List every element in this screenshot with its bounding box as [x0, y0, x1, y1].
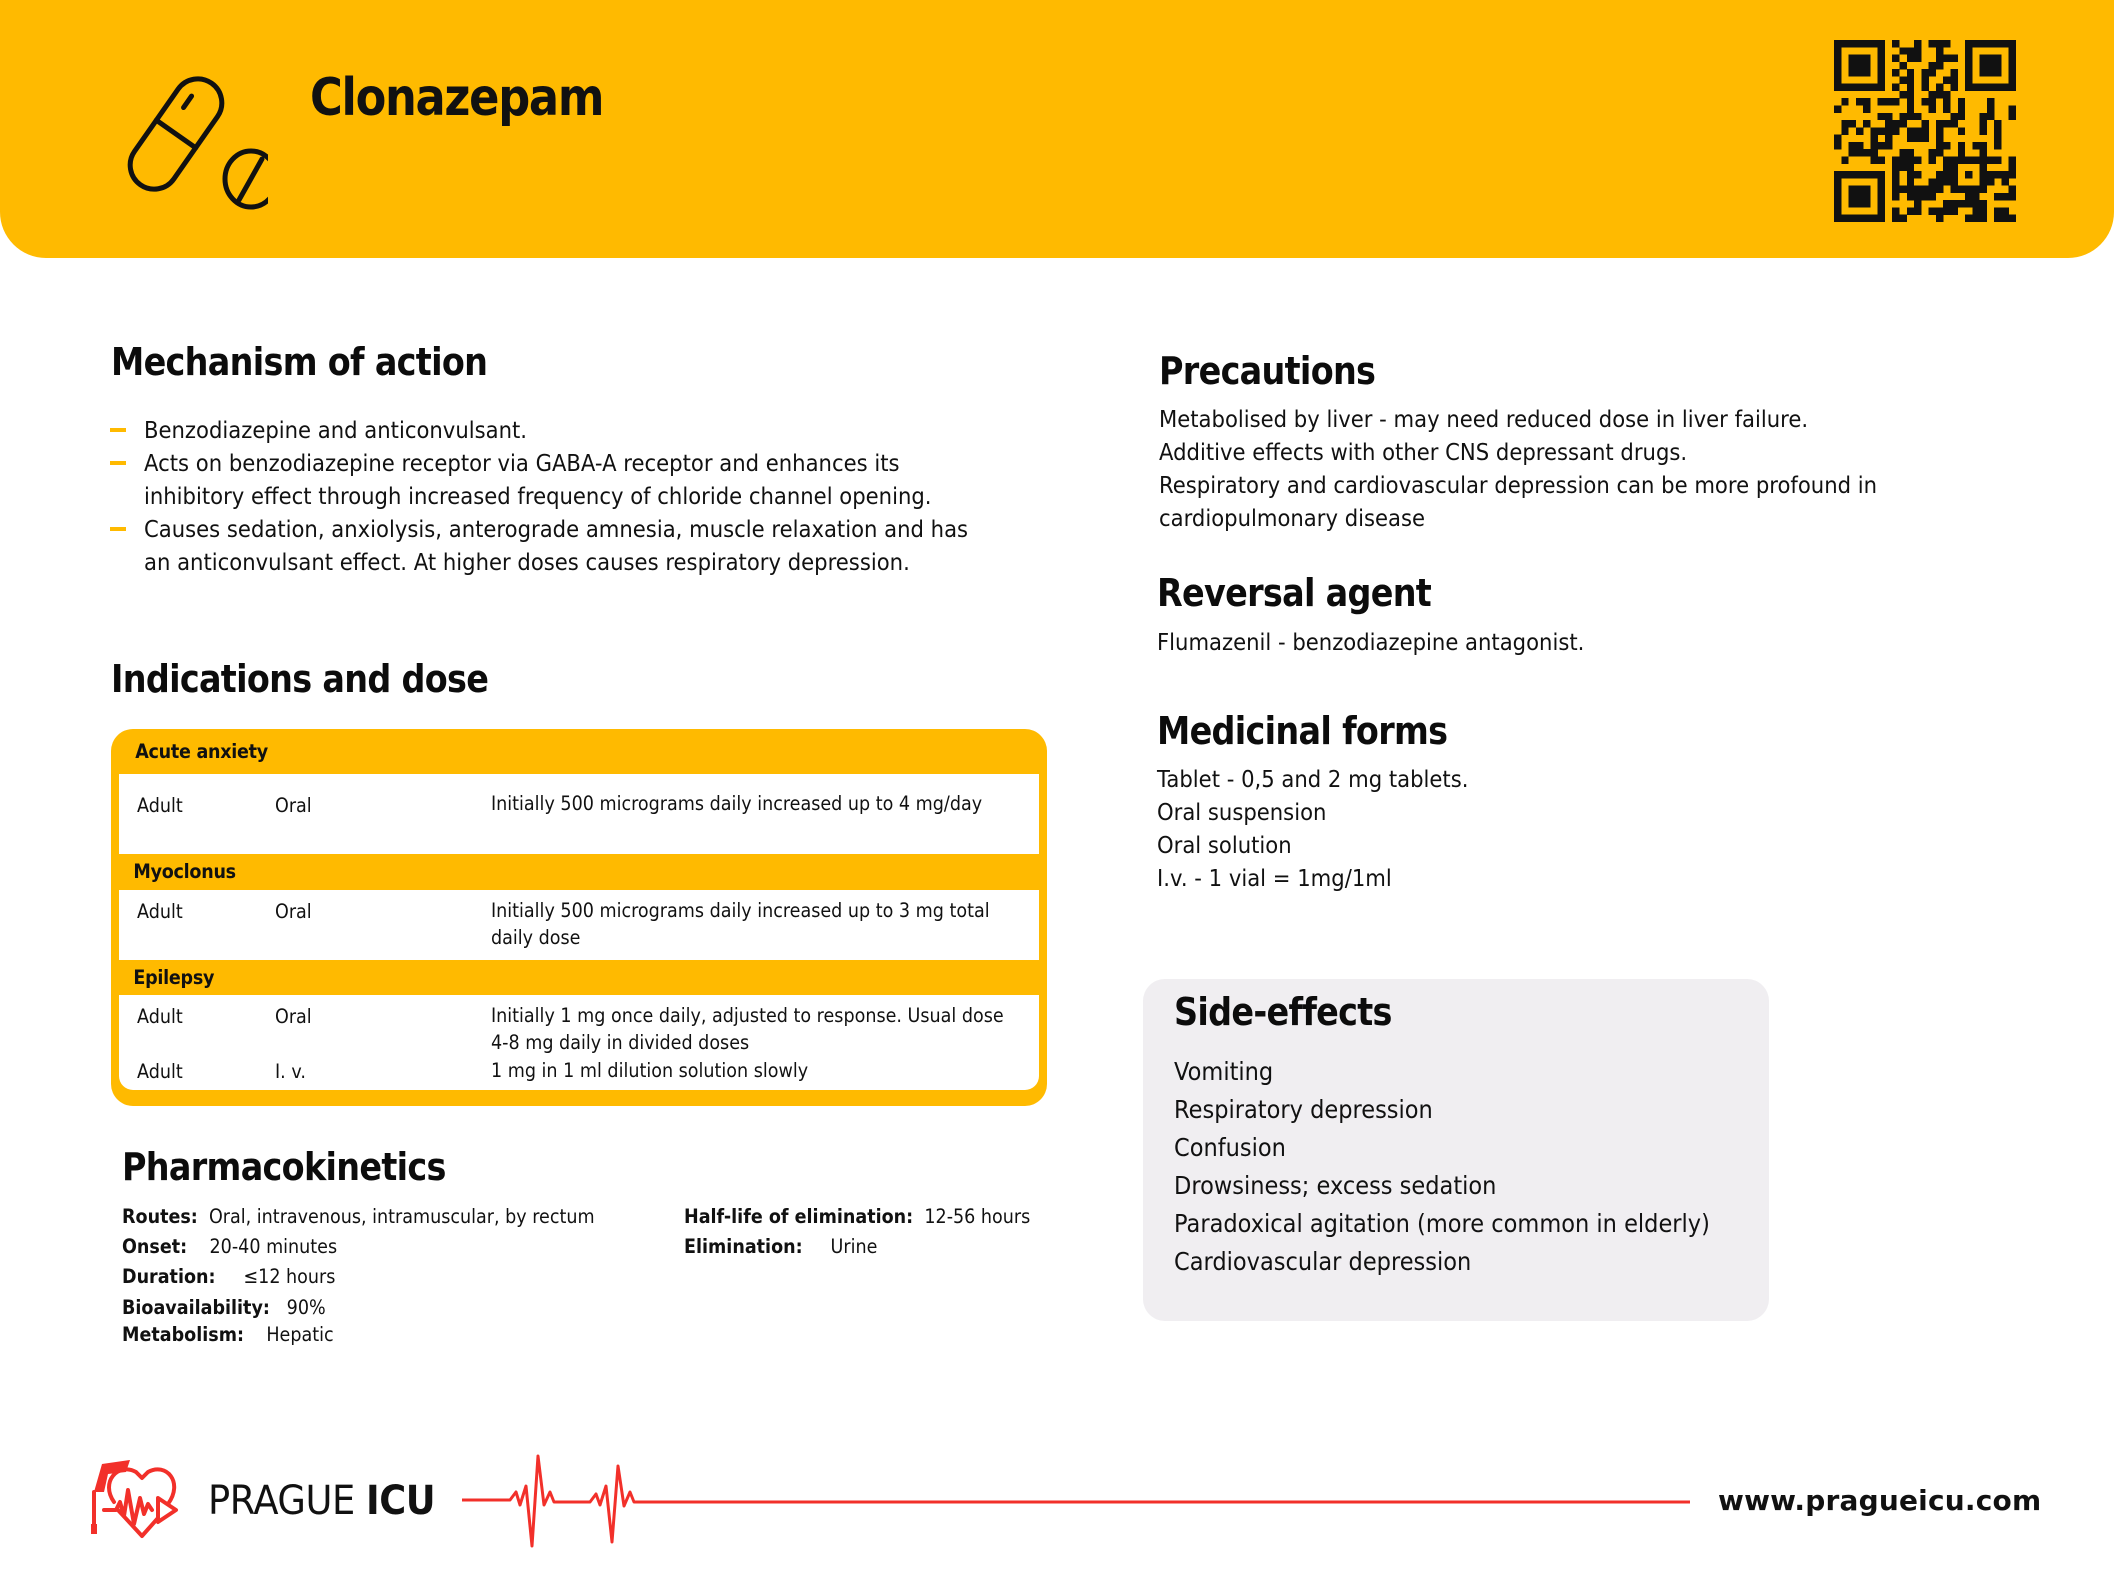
- heart-graduation-cap-icon[interactable]: [88, 1454, 194, 1546]
- bullet-dash-icon: [110, 461, 126, 465]
- mechanism-heading: Mechanism of action: [111, 340, 488, 384]
- pk-metabolism: Metabolism: Hepatic: [122, 1323, 334, 1346]
- dose-cell: Initially 500 micrograms daily increased up to 4 mg/day: [491, 792, 983, 815]
- table-row: [119, 995, 1039, 1059]
- list-item: Cardiovascular depression: [1174, 1247, 1472, 1276]
- forms-heading: Medicinal forms: [1157, 709, 1448, 753]
- brand-name: PRAGUE ICU: [208, 1478, 436, 1524]
- mechanism-item: Causes sedation, anxiolysis, anterograde amnesia, muscle relaxation and has an anticonvulsant effect. At higher doses causes respiratory depression.: [110, 513, 1070, 579]
- bullet-dash-icon: [110, 428, 126, 432]
- indication-group-rows: [119, 995, 1039, 1090]
- pk-half-life: Half-life of elimination: 12-56 hours: [684, 1205, 1031, 1228]
- indication-group-header: Epilepsy: [133, 966, 215, 989]
- qr-code-icon[interactable]: [1834, 40, 2016, 222]
- list-item: Drowsiness; excess sedation: [1174, 1171, 1497, 1200]
- indications-table: [111, 729, 1047, 1106]
- pk-duration: Duration: ≤12 hours: [122, 1265, 336, 1288]
- side-effects-heading: Side-effects: [1174, 990, 1392, 1034]
- bullet-dash-icon: [110, 527, 126, 531]
- reversal-heading: Reversal agent: [1157, 571, 1432, 615]
- route-cell: Oral: [275, 900, 312, 923]
- page-title: Clonazepam: [310, 68, 604, 128]
- side-effects-list: [1174, 1053, 1769, 1281]
- mechanism-item: Benzodiazepine and anticonvulsant.: [110, 414, 1070, 447]
- ecg-line-icon: [462, 1450, 1690, 1550]
- table-row: [119, 774, 1039, 854]
- forms-text: Tablet - 0,5 and 2 mg tablets. Oral suspension Oral solution I.v. - 1 vial = 1mg/1ml: [1157, 765, 1469, 892]
- route-cell: Oral: [275, 1005, 312, 1028]
- mechanism-list: [110, 414, 1070, 579]
- website-link[interactable]: www.pragueicu.com: [1718, 1484, 2042, 1517]
- patient-cell: Adult: [137, 1060, 183, 1083]
- reversal-text: Flumazenil - benzodiazepine antagonist.: [1157, 628, 1585, 656]
- patient-cell: Adult: [137, 900, 183, 923]
- list-item: Vomiting: [1174, 1057, 1274, 1086]
- dose-cell: Initially 500 micrograms daily increased up to 3 mg total daily dose: [491, 899, 990, 949]
- indication-group-rows: [119, 890, 1039, 960]
- pill-capsule-tablet-icon: [118, 72, 268, 212]
- patient-cell: Adult: [137, 794, 183, 817]
- route-cell: I. v.: [275, 1060, 306, 1083]
- precautions-heading: Precautions: [1159, 349, 1376, 393]
- indications-heading: Indications and dose: [111, 657, 489, 701]
- table-row: [119, 1059, 1039, 1090]
- pk-elimination: Elimination: Urine: [684, 1235, 878, 1258]
- header-banner: [0, 0, 2114, 258]
- pk-routes: Routes: Oral, intravenous, intramuscular, by rectum: [122, 1205, 595, 1228]
- patient-cell: Adult: [137, 1005, 183, 1028]
- table-row: [119, 890, 1039, 960]
- indication-group-header: Acute anxiety: [135, 740, 268, 763]
- pharmacokinetics-heading: Pharmacokinetics: [122, 1145, 446, 1189]
- list-item: Respiratory depression: [1174, 1095, 1433, 1124]
- precautions-text: Metabolised by liver - may need reduced dose in liver failure. Additive effects with other CNS depressant drugs. Respiratory and cardiovascular depression can be more profound in cardiopulmonary disease: [1159, 405, 1878, 532]
- dose-cell: 1 mg in 1 ml dilution solution slowly: [491, 1059, 809, 1082]
- dose-cell: Initially 1 mg once daily, adjusted to response. Usual dose 4-8 mg daily in divided doses: [491, 1004, 1004, 1054]
- list-item: Confusion: [1174, 1133, 1286, 1162]
- indication-group-rows: [119, 774, 1039, 854]
- mechanism-item: Acts on benzodiazepine receptor via GABA-A receptor and enhances its inhibitory effect through increased frequency of chloride channel opening.: [110, 447, 1070, 513]
- pk-onset: Onset: 20-40 minutes: [122, 1235, 338, 1258]
- indication-group-header: Myoclonus: [133, 860, 236, 883]
- route-cell: Oral: [275, 794, 312, 817]
- pk-bioavailability: Bioavailability: 90%: [122, 1296, 326, 1319]
- list-item: Paradoxical agitation (more common in elderly): [1174, 1209, 1710, 1238]
